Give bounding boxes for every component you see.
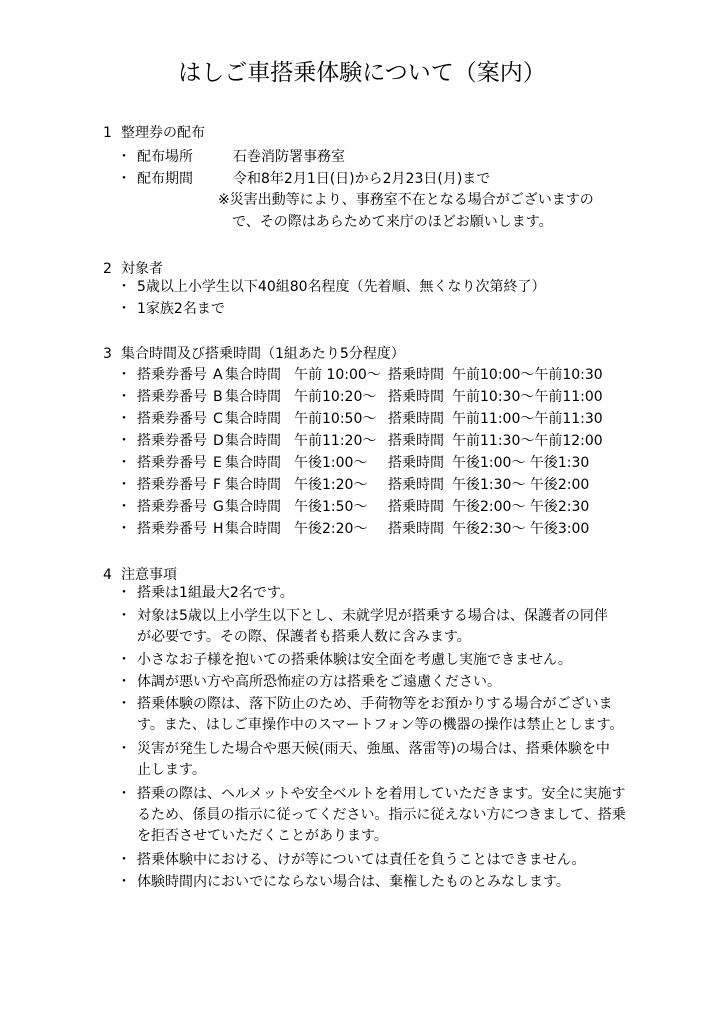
gather-label: 集合時間 (225, 521, 281, 537)
group-letter: E (213, 455, 222, 471)
ride-time: 午前11:30～午前12:00 (452, 433, 603, 449)
document-title: はしご車搭乗体験について（案内） (178, 60, 546, 86)
bullet-marker: ・ (117, 477, 131, 493)
bullet-marker: ・ (117, 171, 131, 187)
ticket-label: 搭乗券番号 (137, 455, 207, 471)
bullet-marker: ・ (117, 433, 131, 449)
section-number: 1 (103, 125, 112, 141)
gather-time: 午前 10:00～ (294, 367, 381, 383)
list-item-text: 1家族2名まで (137, 301, 225, 317)
bullet-marker: ・ (117, 521, 131, 537)
section-number: 4 (103, 567, 112, 583)
notice-text: 体調が悪い方や高所恐怖症の方は搭乗をご遠慮ください。 (137, 674, 501, 690)
ride-time: 午後1:30～ 午後2:00 (452, 477, 590, 493)
gather-label: 集合時間 (225, 389, 281, 405)
ticket-label: 搭乗券番号 (137, 521, 207, 537)
gather-label: 集合時間 (225, 477, 281, 493)
gather-label: 集合時間 (225, 433, 281, 449)
ride-label: 搭乗時間 (388, 433, 444, 449)
note-line-1: ※災害出動等により、事務室不在となる場合がございますの (218, 192, 594, 208)
section-4-heading (103, 564, 177, 584)
note-line-2: で、その際はあらためて来庁のほどお願いします。 (232, 214, 553, 230)
section-3-heading (103, 343, 405, 363)
gather-label: 集合時間 (225, 455, 281, 471)
notice-text: 搭乗体験中における、けが等については責任を負うことはできません。 (137, 852, 586, 868)
ticket-label: 搭乗券番号 (137, 389, 207, 405)
bullet-marker: ・ (117, 499, 131, 515)
ride-label: 搭乗時間 (388, 411, 444, 427)
notice-text: るため、係員の指示に従ってください。指示に従えない方につきまして、搭乗 (137, 807, 626, 823)
gather-time: 午後1:50～ (294, 499, 368, 515)
period-value: 令和8年2月1日(日)から2月23日(月)まで (233, 171, 491, 187)
notice-text: 搭乗体験の際は、落下防止のため、手荷物等をお預かりする場合がございま (137, 696, 613, 712)
section-title: 整理券の配布 (121, 125, 205, 141)
section-title: 対象者 (121, 261, 163, 277)
group-letter: H (213, 521, 224, 537)
group-letter: G (213, 499, 224, 515)
notice-text: 小さなお子様を抱いての搭乗体験は安全面を考慮し実施できません。 (137, 652, 572, 668)
ride-time: 午前10:30～午前11:00 (452, 389, 603, 405)
ride-time: 午前11:00～午前11:30 (452, 411, 603, 427)
ticket-label: 搭乗券番号 (137, 477, 207, 493)
bullet-marker: ・ (117, 301, 131, 317)
ride-time: 午後2:30～ 午後3:00 (452, 521, 590, 537)
gather-label: 集合時間 (225, 367, 281, 383)
ride-label: 搭乗時間 (388, 477, 444, 493)
group-letter: A (213, 367, 223, 383)
place-label: 配布場所 (137, 149, 193, 165)
group-letter: D (213, 433, 224, 449)
bullet-marker: ・ (117, 389, 131, 405)
notice-text: が必要です。その際、保護者も搭乗人数に含みます。 (137, 629, 471, 645)
place-value: 石巻消防署事務室 (233, 149, 345, 165)
bullet-marker: ・ (117, 674, 131, 690)
bullet-marker: ・ (117, 874, 131, 890)
bullet-marker: ・ (117, 786, 131, 802)
gather-time: 午後1:00～ (294, 455, 368, 471)
notice-text: 止します。 (137, 762, 206, 778)
ticket-label: 搭乗券番号 (137, 411, 207, 427)
bullet-marker: ・ (117, 585, 131, 601)
ticket-label: 搭乗券番号 (137, 499, 207, 515)
bullet-marker: ・ (117, 696, 131, 712)
gather-time: 午前10:20～ (294, 389, 377, 405)
group-letter: B (213, 389, 223, 405)
notice-text: 災害が発生した場合や悪天候(雨天、強風、落雷等)の場合は、搭乗体験を中 (137, 741, 610, 757)
ride-time: 午後2:00～ 午後2:30 (452, 499, 590, 515)
bullet-marker: ・ (117, 455, 131, 471)
section-title: 集合時間及び搭乗時間（1組あたり5分程度） (121, 346, 405, 362)
bullet-marker: ・ (117, 608, 131, 624)
ride-time: 午後1:00～ 午後1:30 (452, 455, 590, 471)
bullet-marker: ・ (117, 279, 131, 295)
section-2-heading (103, 258, 163, 278)
ticket-label: 搭乗券番号 (137, 367, 207, 383)
bullet-marker: ・ (117, 652, 131, 668)
group-letter: C (213, 411, 223, 427)
group-letter: F (213, 477, 222, 493)
notice-text: 体験時間内においでにならない場合は、棄権したものとみなします。 (137, 874, 570, 890)
gather-time: 午後2:20～ (294, 521, 368, 537)
bullet-marker: ・ (117, 367, 131, 383)
ride-label: 搭乗時間 (388, 455, 444, 471)
ride-time: 午前10:00～午前10:30 (452, 367, 603, 383)
section-1-heading (103, 122, 205, 142)
gather-time: 午後1:20～ (294, 477, 368, 493)
gather-time: 午前10:50～ (294, 411, 377, 427)
bullet-marker: ・ (117, 149, 131, 165)
section-number: 3 (103, 346, 112, 362)
ride-label: 搭乗時間 (388, 521, 444, 537)
section-title: 注意事項 (121, 567, 177, 583)
bullet-marker: ・ (117, 741, 131, 757)
notice-text: す。また、はしご車操作中のスマートフォン等の機器の操作は禁止とします。 (137, 717, 624, 733)
ride-label: 搭乗時間 (388, 499, 444, 515)
section-number: 2 (103, 261, 112, 277)
gather-label: 集合時間 (225, 411, 281, 427)
period-label: 配布期間 (137, 171, 193, 187)
ride-label: 搭乗時間 (388, 389, 444, 405)
notice-text: 対象は5歳以上小学生以下とし、未就学児が搭乗する場合は、保護者の同伴 (137, 608, 608, 624)
bullet-marker: ・ (117, 852, 131, 868)
ticket-label: 搭乗券番号 (137, 433, 207, 449)
gather-time: 午前11:20～ (294, 433, 377, 449)
notice-text: を拒否させていただくことがあります。 (137, 828, 388, 844)
notice-text: 搭乗は1組最大2名です。 (137, 585, 294, 601)
gather-label: 集合時間 (225, 499, 281, 515)
list-item-text: 5歳以上小学生以下40組80名程度（先着順、無くなり次第終了） (137, 279, 546, 295)
notice-text: 搭乗の際は、ヘルメットや安全ベルトを着用していただきます。安全に実施す (137, 786, 626, 802)
bullet-marker: ・ (117, 411, 131, 427)
ride-label: 搭乗時間 (388, 367, 444, 383)
